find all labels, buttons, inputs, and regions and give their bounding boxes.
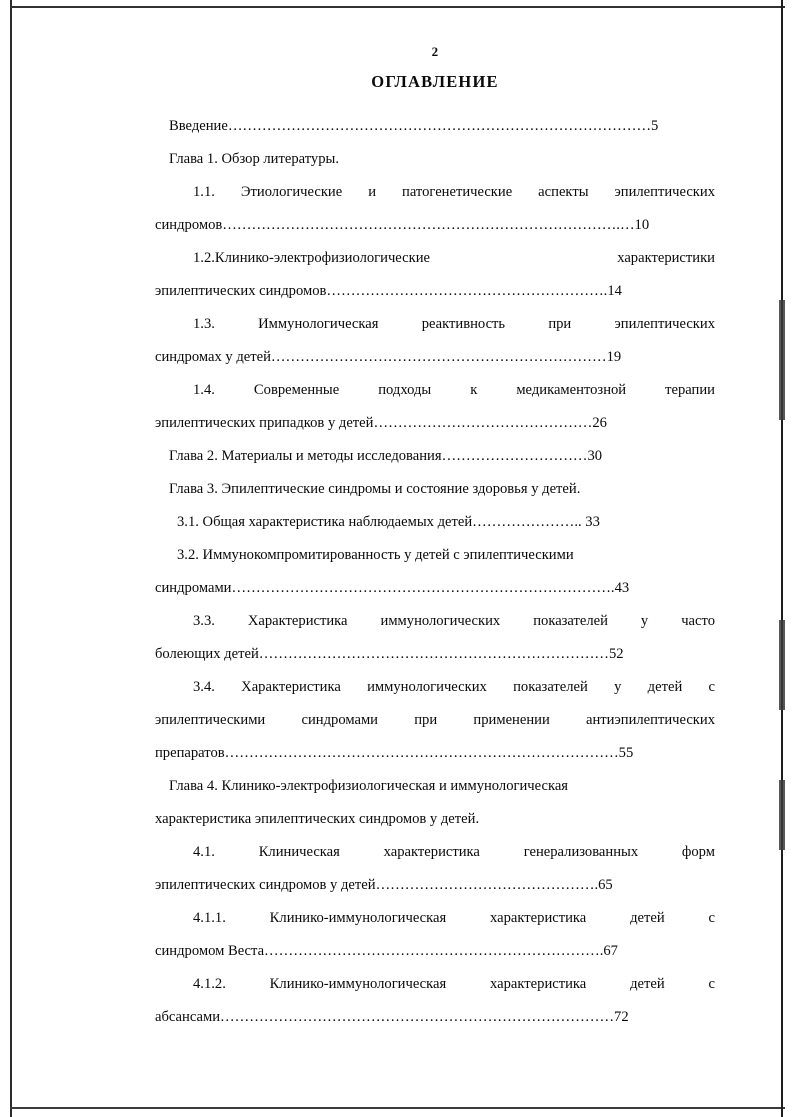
page-number: 2	[431, 44, 439, 59]
toc-entry[interactable]	[155, 770, 715, 836]
toc-entry[interactable]	[155, 671, 715, 770]
toc-entry-line: 3.2. Иммунокомпромитированность у детей с эпилептическими	[177, 547, 574, 563]
toc-entry-line: Глава 3. Эпилептические синдромы и состояние здоровья у детей.	[169, 481, 581, 497]
toc-entry-line: болеющих детей………………………………………………………………52	[155, 646, 624, 662]
toc-entry-line: синдромами…………………………………………………………………….43	[155, 580, 630, 596]
toc-entry-line: Введение……………………………………………………………………………5	[169, 118, 659, 134]
toc-entry-line: эпилептических синдромов………………………………………………….14	[155, 283, 622, 299]
toc-entry[interactable]	[155, 440, 715, 473]
toc-entry-line: Глава 1. Обзор литературы.	[169, 151, 339, 167]
toc-entry-line: абсансами………………………………………………………………………72	[155, 1009, 629, 1025]
table-of-contents	[155, 110, 715, 1034]
toc-entry[interactable]	[155, 605, 715, 671]
toc-entry[interactable]	[155, 242, 715, 308]
toc-entry[interactable]	[155, 110, 715, 143]
toc-entry-line: 4.1.1. Клинико-иммунологическая характеристика детей с	[193, 910, 715, 926]
scan-artifact-1	[779, 300, 785, 420]
toc-entry-line: Глава 4. Клинико-электрофизиологическая и иммунологическая	[169, 778, 569, 794]
toc-entry-line: 3.1. Общая характеристика наблюдаемых детей………………….. 33	[177, 514, 600, 530]
toc-entry[interactable]	[155, 308, 715, 374]
toc-entry-line: синдромом Веста…………………………………………………………….67	[155, 943, 618, 959]
scan-edge-right	[779, 0, 793, 1117]
toc-entry[interactable]	[155, 968, 715, 1034]
scan-artifact-3	[779, 780, 785, 850]
page-content	[155, 44, 715, 1034]
scan-edge-left	[0, 0, 12, 1117]
toc-entry[interactable]	[155, 539, 715, 605]
toc-entry-line: характеристика эпилептических синдромов у детей.	[155, 811, 480, 827]
toc-entry[interactable]	[155, 836, 715, 902]
toc-entry-line: 1.2.Клинико-электрофизиологические характеристики	[193, 250, 715, 266]
toc-entry-line: 4.1. Клиническая характеристика генерализованных форм	[193, 844, 715, 860]
scan-edge-top	[10, 6, 785, 8]
toc-entry-line: препаратов………………………………………………………………………55	[155, 745, 634, 761]
toc-entry[interactable]	[155, 902, 715, 968]
toc-entry-line: синдромов……………………………………………………………………….…10	[155, 217, 650, 233]
toc-entry-line: 1.4. Современные подходы к медикаментозной терапии	[193, 382, 715, 398]
toc-entry-line: эпилептических припадков у детей………………………………………26	[155, 415, 607, 431]
toc-entry-line: 3.4. Характеристика иммунологических показателей у детей с	[193, 679, 715, 695]
toc-entry-line: 1.3. Иммунологическая реактивность при эпилептических	[193, 316, 715, 332]
toc-entry-line: 4.1.2. Клинико-иммунологическая характеристика детей с	[193, 976, 715, 992]
toc-entry[interactable]	[155, 506, 715, 539]
toc-entry-line: эпилептическими синдромами при применении антиэпилептических	[155, 712, 715, 728]
scan-artifact-2	[779, 620, 785, 710]
toc-entry-line: эпилептических синдромов у детей……………………………………….65	[155, 877, 613, 893]
toc-entry[interactable]	[155, 473, 715, 506]
toc-entry-line: синдромах у детей……………………………………………………………19	[155, 349, 622, 365]
scan-edge-bottom	[10, 1107, 785, 1109]
toc-entry-line: 1.1. Этиологические и патогенетические аспекты эпилептических	[193, 184, 715, 200]
toc-entry[interactable]	[155, 374, 715, 440]
toc-entry[interactable]	[155, 176, 715, 242]
page-title: ОГЛАВЛЕНИЕ	[371, 72, 499, 91]
toc-entry[interactable]	[155, 143, 715, 176]
toc-entry-line: 3.3. Характеристика иммунологических показателей у часто	[193, 613, 715, 629]
toc-entry-line: Глава 2. Материалы и методы исследования…………………………30	[169, 448, 603, 464]
